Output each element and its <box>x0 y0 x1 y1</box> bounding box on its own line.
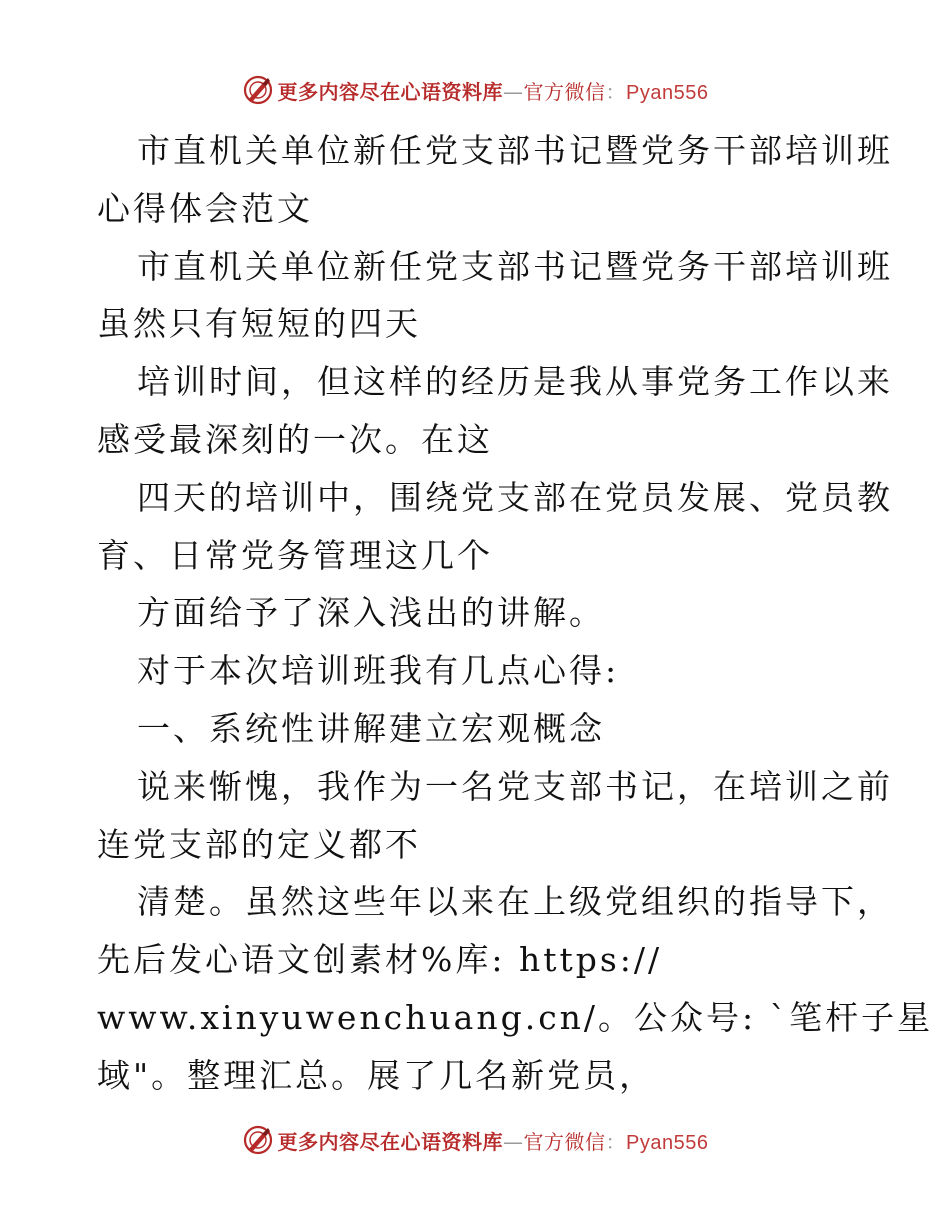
paragraph-line: 方面给予了深入浅出的讲解。 <box>137 593 605 633</box>
paragraph-line: 四天的培训中，围绕党支部在党员发展、党员教 <box>137 477 893 517</box>
banner-lead-text: 更多内容尽在心语资料库 <box>277 1129 504 1154</box>
section-heading: 一、系统性讲解建立宏观概念 <box>137 708 605 748</box>
banner-separator: — <box>503 79 524 104</box>
paragraph-line: 域"。整理汇总。展了几名新党员， <box>97 1055 656 1095</box>
paragraph-line: 虽然只有短短的四天 <box>97 304 421 344</box>
banner-text <box>278 1126 709 1155</box>
banner-separator: — <box>503 1129 524 1154</box>
paragraph-line: 感受最深刻的一次。在这 <box>97 419 493 459</box>
banner-wechat-id: Pyan556 <box>626 1131 709 1154</box>
footer-banner <box>0 1120 950 1160</box>
paragraph-line: 说来惭愧，我作为一名党支部书记，在培训之前 <box>137 766 893 806</box>
banner-wechat-label: 官方微信 <box>523 1129 606 1154</box>
banner-colon: ： <box>605 1129 627 1154</box>
paragraph-line: 对于本次培训班我有几点心得: <box>137 651 620 691</box>
paragraph-line: 先后发心语文创素材%库: https:// <box>97 940 663 980</box>
paragraph-line: 连党支部的定义都不 <box>97 824 421 864</box>
paragraph-line: 清楚。虽然这些年以来在上级党组织的指导下， <box>137 882 893 922</box>
paragraph-line: www.xinyuwenchuang.cn/。公众号: `笔杆子星 <box>97 997 934 1037</box>
document-body <box>97 122 934 1105</box>
paragraph-line: 市直机关单位新任党支部书记暨党务干部培训班 <box>137 246 893 286</box>
banner-text <box>278 76 709 105</box>
doc-title-line-1: 市直机关单位新任党支部书记暨党务干部培训班 <box>137 131 893 170</box>
header-banner <box>0 70 950 110</box>
paragraph-line: 育、日常党务管理这几个 <box>97 535 493 575</box>
banner-colon: ： <box>605 79 627 104</box>
banner-lead-text: 更多内容尽在心语资料库 <box>277 79 504 104</box>
paragraph-line: 培训时间，但这样的经历是我从事党务工作以来 <box>137 362 893 402</box>
banner-wechat-id: Pyan556 <box>626 81 709 104</box>
pen-logo-icon <box>242 74 274 106</box>
doc-title-line-2: 心得体会范文 <box>97 188 313 228</box>
pen-logo-icon <box>242 1124 274 1156</box>
banner-wechat-label: 官方微信 <box>523 79 606 104</box>
